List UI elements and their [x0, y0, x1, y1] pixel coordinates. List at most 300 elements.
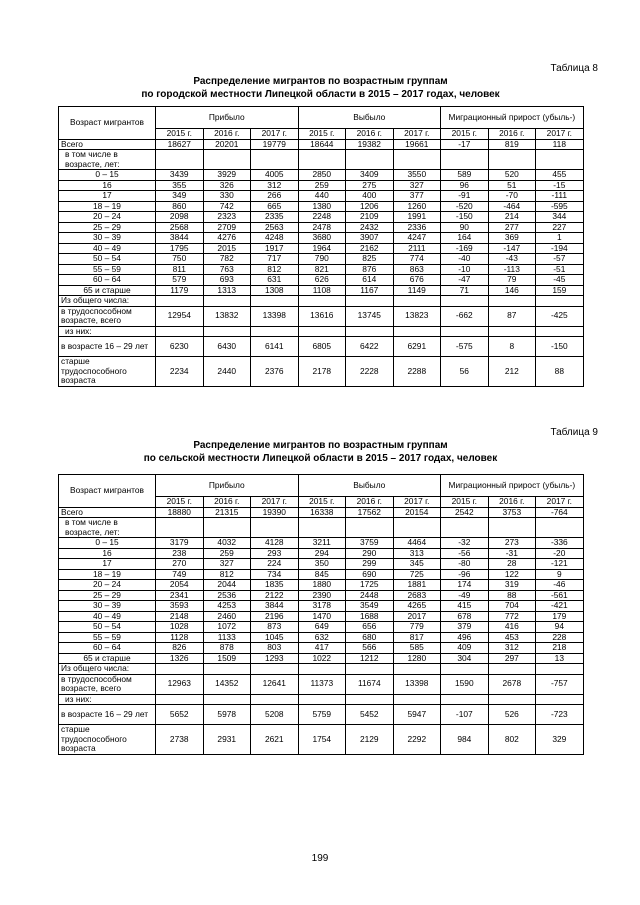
value-cell	[251, 150, 299, 170]
value-cell: 2478	[298, 222, 346, 233]
value-cell: 2148	[156, 611, 204, 622]
value-cell: 179	[536, 611, 584, 622]
value-cell: 579	[156, 275, 204, 286]
value-cell: 28	[488, 559, 536, 570]
value-cell: 2054	[156, 580, 204, 591]
value-cell	[298, 518, 346, 538]
value-cell: 2542	[441, 507, 489, 518]
value-cell: 2460	[203, 611, 251, 622]
value-cell: -764	[536, 507, 584, 518]
value-cell: 345	[393, 559, 441, 570]
value-cell: 6230	[156, 337, 204, 357]
value-cell: 2335	[251, 212, 299, 223]
year-header: 2016 г.	[346, 129, 394, 140]
value-cell: 214	[488, 212, 536, 223]
value-cell: 4464	[393, 538, 441, 549]
value-cell: 774	[393, 254, 441, 265]
value-cell: 11674	[346, 674, 394, 694]
year-header: 2016 г.	[203, 129, 251, 140]
arrived-header: Прибыло	[156, 107, 299, 129]
value-cell: 1108	[298, 285, 346, 296]
value-cell: 779	[393, 622, 441, 633]
value-cell: 2621	[251, 725, 299, 755]
value-cell: -425	[536, 306, 584, 326]
row-label: 50 – 54	[59, 622, 156, 633]
value-cell: 1881	[393, 580, 441, 591]
value-cell	[488, 518, 536, 538]
value-cell: 218	[536, 643, 584, 654]
value-cell: 228	[536, 632, 584, 643]
value-cell: -121	[536, 559, 584, 570]
value-cell: 350	[298, 559, 346, 570]
value-cell: 5978	[203, 705, 251, 725]
value-cell	[346, 664, 394, 675]
value-cell: 649	[298, 622, 346, 633]
value-cell: 13398	[393, 674, 441, 694]
table-row	[59, 326, 584, 337]
value-cell: 845	[298, 569, 346, 580]
value-cell: 1260	[393, 201, 441, 212]
value-cell: 12963	[156, 674, 204, 694]
value-cell: 13616	[298, 306, 346, 326]
value-cell: 772	[488, 611, 536, 622]
value-cell: -46	[536, 580, 584, 591]
value-cell: 1179	[156, 285, 204, 296]
value-cell: 614	[346, 275, 394, 286]
value-cell: -595	[536, 201, 584, 212]
value-cell: 1991	[393, 212, 441, 223]
table-row	[59, 201, 584, 212]
value-cell: 790	[298, 254, 346, 265]
row-label: 60 – 64	[59, 275, 156, 286]
table-row	[59, 725, 584, 755]
value-cell: 6430	[203, 337, 251, 357]
table-row	[59, 337, 584, 357]
year-header: 2015 г.	[298, 129, 346, 140]
table-row	[59, 264, 584, 275]
value-cell: 1313	[203, 285, 251, 296]
table-row	[59, 212, 584, 223]
value-cell: 17562	[346, 507, 394, 518]
value-cell	[488, 694, 536, 705]
value-cell: 2448	[346, 590, 394, 601]
value-cell: 2850	[298, 170, 346, 181]
value-cell: 631	[251, 275, 299, 286]
value-cell: 680	[346, 632, 394, 643]
value-cell: -56	[441, 548, 489, 559]
value-cell: 725	[393, 569, 441, 580]
value-cell	[346, 518, 394, 538]
value-cell	[488, 150, 536, 170]
value-cell	[203, 150, 251, 170]
value-cell: 369	[488, 233, 536, 244]
row-label: 30 – 39	[59, 601, 156, 612]
value-cell: 5452	[346, 705, 394, 725]
value-cell: 873	[251, 622, 299, 633]
table-row	[59, 507, 584, 518]
value-cell	[536, 296, 584, 307]
value-cell	[203, 694, 251, 705]
value-cell: 13832	[203, 306, 251, 326]
value-cell: 825	[346, 254, 394, 265]
value-cell: -113	[488, 264, 536, 275]
value-cell: 329	[536, 725, 584, 755]
value-cell: 2178	[298, 357, 346, 387]
value-cell: 3680	[298, 233, 346, 244]
value-cell: 88	[488, 590, 536, 601]
value-cell: 2129	[346, 725, 394, 755]
value-cell: 3211	[298, 538, 346, 549]
value-cell	[251, 326, 299, 337]
value-cell: 8	[488, 337, 536, 357]
year-header: 2017 г.	[251, 497, 299, 508]
value-cell	[441, 664, 489, 675]
year-header: 2015 г.	[298, 497, 346, 508]
value-cell	[536, 326, 584, 337]
value-cell: 4265	[393, 601, 441, 612]
value-cell: 273	[488, 538, 536, 549]
value-cell: -80	[441, 559, 489, 570]
value-cell: 878	[203, 643, 251, 654]
arrived-header: Прибыло	[156, 475, 299, 497]
value-cell: 803	[251, 643, 299, 654]
value-cell: 238	[156, 548, 204, 559]
value-cell: 2336	[393, 222, 441, 233]
value-cell: 11373	[298, 674, 346, 694]
value-cell: 1754	[298, 725, 346, 755]
value-cell: 819	[488, 139, 536, 150]
table-row	[59, 664, 584, 675]
value-cell: -70	[488, 191, 536, 202]
year-header: 2016 г.	[488, 497, 536, 508]
row-label: 40 – 49	[59, 243, 156, 254]
value-cell	[488, 326, 536, 337]
value-cell: 665	[251, 201, 299, 212]
row-label: 65 и старше	[59, 285, 156, 296]
row-label: 40 – 49	[59, 611, 156, 622]
value-cell	[251, 694, 299, 705]
value-cell: 656	[346, 622, 394, 633]
value-cell: 3844	[156, 233, 204, 244]
value-cell: 3593	[156, 601, 204, 612]
value-cell: 4005	[251, 170, 299, 181]
value-cell: 1022	[298, 653, 346, 664]
value-cell: 94	[536, 622, 584, 633]
value-cell: 526	[488, 705, 536, 725]
value-cell: 690	[346, 569, 394, 580]
value-cell: -336	[536, 538, 584, 549]
value-cell: 1880	[298, 580, 346, 591]
value-cell: 589	[441, 170, 489, 181]
value-cell: 4247	[393, 233, 441, 244]
value-cell: -47	[441, 275, 489, 286]
value-cell: 259	[203, 548, 251, 559]
age-header: Возраст мигрантов	[59, 475, 156, 508]
value-cell: 812	[203, 569, 251, 580]
row-label: из них:	[59, 694, 156, 705]
value-cell: 1964	[298, 243, 346, 254]
value-cell: -15	[536, 180, 584, 191]
value-cell: 275	[346, 180, 394, 191]
value-cell: 520	[488, 170, 536, 181]
value-cell	[298, 694, 346, 705]
row-label: в возрасте 16 – 29 лет	[59, 337, 156, 357]
value-cell: 18627	[156, 139, 204, 150]
value-cell	[536, 694, 584, 705]
value-cell: 87	[488, 306, 536, 326]
value-cell: 1	[536, 233, 584, 244]
value-cell: 678	[441, 611, 489, 622]
value-cell: 876	[346, 264, 394, 275]
value-cell: 122	[488, 569, 536, 580]
year-header: 2017 г.	[393, 497, 441, 508]
value-cell: 811	[156, 264, 204, 275]
value-cell	[441, 694, 489, 705]
value-cell: 146	[488, 285, 536, 296]
row-label: 16	[59, 180, 156, 191]
value-cell: 782	[203, 254, 251, 265]
value-cell: 802	[488, 725, 536, 755]
value-cell: 2234	[156, 357, 204, 387]
value-cell: 12641	[251, 674, 299, 694]
value-cell: 71	[441, 285, 489, 296]
value-cell: 3844	[251, 601, 299, 612]
row-label: Из общего числа:	[59, 664, 156, 675]
value-cell: 327	[203, 559, 251, 570]
table-row	[59, 296, 584, 307]
value-cell	[393, 694, 441, 705]
value-cell	[393, 150, 441, 170]
value-cell: 2931	[203, 725, 251, 755]
table-row	[59, 590, 584, 601]
row-label: 18 – 19	[59, 569, 156, 580]
value-cell: 3550	[393, 170, 441, 181]
value-cell: 1725	[346, 580, 394, 591]
value-cell: 16338	[298, 507, 346, 518]
value-cell	[203, 296, 251, 307]
value-cell: 440	[298, 191, 346, 202]
value-cell	[488, 664, 536, 675]
value-cell: 2098	[156, 212, 204, 223]
value-cell: 409	[441, 643, 489, 654]
value-cell: 330	[203, 191, 251, 202]
table-row	[59, 559, 584, 570]
value-cell: 304	[441, 653, 489, 664]
value-cell: 174	[441, 580, 489, 591]
value-cell: 293	[251, 548, 299, 559]
table-row	[59, 548, 584, 559]
year-header: 2017 г.	[536, 497, 584, 508]
value-cell: 1212	[346, 653, 394, 664]
value-cell: 2323	[203, 212, 251, 223]
table-row	[59, 632, 584, 643]
value-cell: 20201	[203, 139, 251, 150]
value-cell: 227	[536, 222, 584, 233]
value-cell: 749	[156, 569, 204, 580]
value-cell: -757	[536, 674, 584, 694]
row-label: в том числе в возрасте, лет:	[59, 150, 156, 170]
value-cell: 13745	[346, 306, 394, 326]
value-cell: -57	[536, 254, 584, 265]
value-cell: -32	[441, 538, 489, 549]
value-cell	[346, 150, 394, 170]
value-cell	[203, 664, 251, 675]
table-row	[59, 170, 584, 181]
value-cell: 763	[203, 264, 251, 275]
value-cell: 18644	[298, 139, 346, 150]
year-header: 2015 г.	[441, 497, 489, 508]
value-cell: -150	[441, 212, 489, 223]
value-cell: 400	[346, 191, 394, 202]
row-label: 55 – 59	[59, 632, 156, 643]
table-row	[59, 622, 584, 633]
value-cell: 2709	[203, 222, 251, 233]
value-cell: 1795	[156, 243, 204, 254]
row-label: 25 – 29	[59, 590, 156, 601]
table-label: Таблица 8	[550, 63, 598, 74]
table-row	[59, 306, 584, 326]
value-cell	[156, 694, 204, 705]
value-cell: 79	[488, 275, 536, 286]
value-cell	[393, 296, 441, 307]
table-row	[59, 275, 584, 286]
value-cell: 297	[488, 653, 536, 664]
value-cell: 632	[298, 632, 346, 643]
row-label: 20 – 24	[59, 580, 156, 591]
value-cell: 5652	[156, 705, 204, 725]
value-cell: 1509	[203, 653, 251, 664]
value-cell: 2738	[156, 725, 204, 755]
value-cell: -464	[488, 201, 536, 212]
value-cell: 2228	[346, 357, 394, 387]
row-label: 50 – 54	[59, 254, 156, 265]
year-header: 2017 г.	[536, 129, 584, 140]
value-cell: 417	[298, 643, 346, 654]
value-cell: 2376	[251, 357, 299, 387]
value-cell: -111	[536, 191, 584, 202]
row-label: старше трудоспособного возраста	[59, 725, 156, 755]
value-cell: 750	[156, 254, 204, 265]
value-cell: 20154	[393, 507, 441, 518]
table-row	[59, 357, 584, 387]
value-cell: 863	[393, 264, 441, 275]
value-cell	[298, 664, 346, 675]
value-cell: 1045	[251, 632, 299, 643]
value-cell: -194	[536, 243, 584, 254]
value-cell: 3907	[346, 233, 394, 244]
value-cell: 259	[298, 180, 346, 191]
value-cell: 2563	[251, 222, 299, 233]
departed-header: Выбыло	[298, 475, 441, 497]
departed-header: Выбыло	[298, 107, 441, 129]
value-cell	[298, 326, 346, 337]
value-cell: 821	[298, 264, 346, 275]
value-cell: -40	[441, 254, 489, 265]
value-cell	[536, 664, 584, 675]
value-cell: 676	[393, 275, 441, 286]
table-row	[59, 538, 584, 549]
table-title: Распределение мигрантов по возрастным группам по сельской местности Липецкой области в 2015 – 2017 годах, человек	[143, 440, 498, 464]
value-cell: 6422	[346, 337, 394, 357]
value-cell: 2568	[156, 222, 204, 233]
value-cell: 56	[441, 357, 489, 387]
value-cell: 2017	[393, 611, 441, 622]
value-cell	[298, 150, 346, 170]
value-cell: -107	[441, 705, 489, 725]
value-cell	[441, 326, 489, 337]
value-cell: 2341	[156, 590, 204, 601]
value-cell: 2678	[488, 674, 536, 694]
value-cell: 19390	[251, 507, 299, 518]
value-cell: 6141	[251, 337, 299, 357]
value-cell: -20	[536, 548, 584, 559]
value-cell: -150	[536, 337, 584, 357]
value-cell: -17	[441, 139, 489, 150]
migrants-table-rural	[58, 474, 584, 755]
value-cell	[393, 518, 441, 538]
year-header: 2015 г.	[156, 129, 204, 140]
value-cell: 164	[441, 233, 489, 244]
growth-header: Миграционный прирост (убыль-)	[441, 107, 584, 129]
value-cell: 6291	[393, 337, 441, 357]
value-cell: 266	[251, 191, 299, 202]
value-cell: 88	[536, 357, 584, 387]
value-cell: 1590	[441, 674, 489, 694]
value-cell: 312	[488, 643, 536, 654]
table-row	[59, 150, 584, 170]
value-cell	[536, 150, 584, 170]
row-label: 18 – 19	[59, 201, 156, 212]
value-cell: 1917	[251, 243, 299, 254]
value-cell	[441, 518, 489, 538]
value-cell: 2440	[203, 357, 251, 387]
table-row	[59, 580, 584, 591]
value-cell: 1167	[346, 285, 394, 296]
value-cell: 2109	[346, 212, 394, 223]
value-cell	[203, 326, 251, 337]
value-cell: 344	[536, 212, 584, 223]
table-row	[59, 601, 584, 612]
table-row	[59, 643, 584, 654]
value-cell	[346, 694, 394, 705]
value-cell: 312	[251, 180, 299, 191]
value-cell: 1688	[346, 611, 394, 622]
value-cell: 6805	[298, 337, 346, 357]
value-cell: 19779	[251, 139, 299, 150]
row-label: Всего	[59, 507, 156, 518]
row-label: Из общего числа:	[59, 296, 156, 307]
value-cell: 626	[298, 275, 346, 286]
value-cell: -45	[536, 275, 584, 286]
value-cell: -169	[441, 243, 489, 254]
year-header: 2016 г.	[203, 497, 251, 508]
value-cell: 4032	[203, 538, 251, 549]
value-cell	[393, 326, 441, 337]
value-cell: 21315	[203, 507, 251, 518]
value-cell	[298, 296, 346, 307]
value-cell	[203, 518, 251, 538]
value-cell	[251, 518, 299, 538]
value-cell	[156, 150, 204, 170]
value-cell: 355	[156, 180, 204, 191]
row-label: Всего	[59, 139, 156, 150]
value-cell: 90	[441, 222, 489, 233]
value-cell: 453	[488, 632, 536, 643]
value-cell: 1308	[251, 285, 299, 296]
table-row	[59, 674, 584, 694]
value-cell: 4248	[251, 233, 299, 244]
row-label: в возрасте 16 – 29 лет	[59, 705, 156, 725]
